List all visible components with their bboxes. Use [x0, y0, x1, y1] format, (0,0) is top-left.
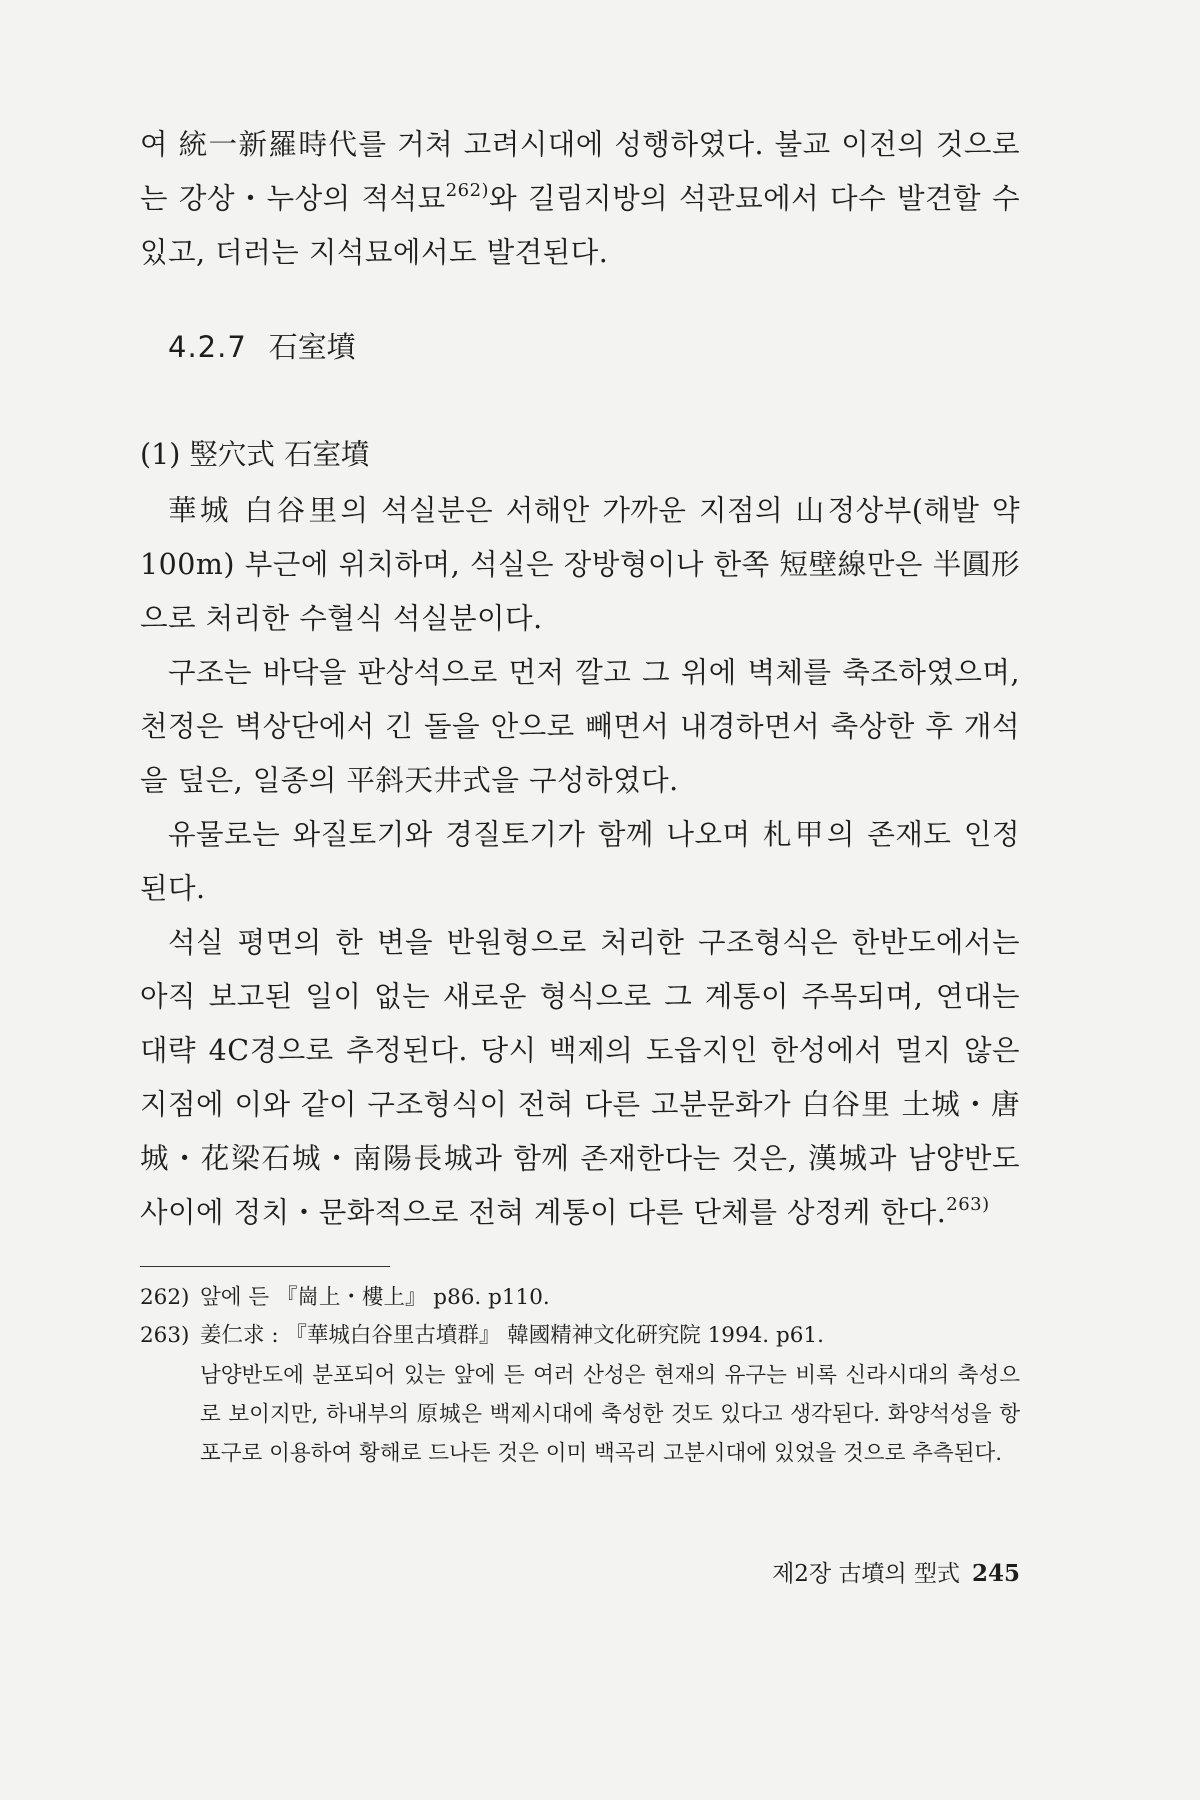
subsection-heading: (1) 竪穴式 石室墳 [140, 438, 370, 471]
paragraph-intro [140, 118, 1020, 280]
paragraph-text: 석실 평면의 한 변을 반원형으로 처리한 구조형식은 한반도에서는 아직 보고된 일이 없는 새로운 형식으로 그 계통이 주목되며, 연대는 대략 4C경으로 추정된다. 당시 백제의 도읍지인 한성에서 멀지 않은 지점에 이와 같이 구조형식이 전혀 다른 고분문화가 白谷里 土城・唐城・花梁石城・南陽長城과 함께 존재한다는 것은, 漢城과 남양반도 사이에 정치・문화적으로 전혀 계통이 다른 단체를 상정케 한다. [140, 926, 1020, 1229]
paragraph-location: 華城 白谷里의 석실분은 서해안 가까운 지점의 山정상부(해발 약 100m) 부근에 위치하며, 석실은 장방형이나 한쪽 短壁線만은 半圓形으로 처리한 수혈식 석실분이다. [140, 494, 1020, 635]
footnote-text: 姜仁求 : 『華城白谷里古墳群』 韓國精神文化硏究院 1994. p61. [200, 1323, 824, 1348]
footnote-mark: 263) [140, 1323, 190, 1348]
section-title: 石室墳 [268, 330, 356, 364]
section-number: 4.2.7 [168, 330, 247, 364]
page-number: 245 [971, 1560, 1020, 1587]
footnote-divider [140, 1266, 390, 1267]
chapter-title: 제2장 古墳의 型式 [772, 1561, 960, 1587]
footnote-262 [140, 1280, 1020, 1315]
footnote-263-body: 남양반도에 분포되어 있는 앞에 든 여러 산성은 현재의 유구는 비록 신라시대의 축성으로 보이지만, 하내부의 原城은 백제시대에 축성한 것도 있다고 생각된다. 화양석성을 항포구로 이용하여 황해로 드나든 것은 이미 백곡리 고분시대에 있었을 것으로 추측된다. [200, 1363, 1020, 1466]
paragraph-structure: 구조는 바닥을 판상석으로 먼저 깔고 그 위에 벽체를 축조하였으며, 천정은 벽상단에서 긴 돌을 안으로 빼면서 내경하면서 축상한 후 개석을 덮은, 일종의 平斜天井式을 구성하였다. [140, 656, 1020, 797]
paragraph-discussion [140, 916, 1020, 1240]
footnote-ref-262[interactable]: 262) [445, 180, 490, 201]
footnote-mark: 262) [140, 1285, 190, 1310]
footnote-text: 앞에 든 『崗上・樓上』 p86. p110. [200, 1285, 550, 1310]
page-footer [772, 1555, 1020, 1588]
paragraph-artifacts: 유물로는 와질토기와 경질토기가 함께 나오며 札甲의 존재도 인정된다. [140, 818, 1020, 905]
footnote-263 [140, 1318, 1020, 1353]
section-heading [168, 325, 356, 366]
paragraph-text-continued: 와 길림지방의 석관묘에서 다수 발견할 수 있고, 더러는 지석묘에서도 발견된다. [140, 182, 1021, 269]
paragraph-text: 여 統一新羅時代를 거쳐 고려시대에 성행하였다. 불교 이전의 것으로는 강상・누상의 적석묘 [140, 128, 1020, 215]
footnote-ref-263[interactable]: 263) [946, 1194, 990, 1215]
